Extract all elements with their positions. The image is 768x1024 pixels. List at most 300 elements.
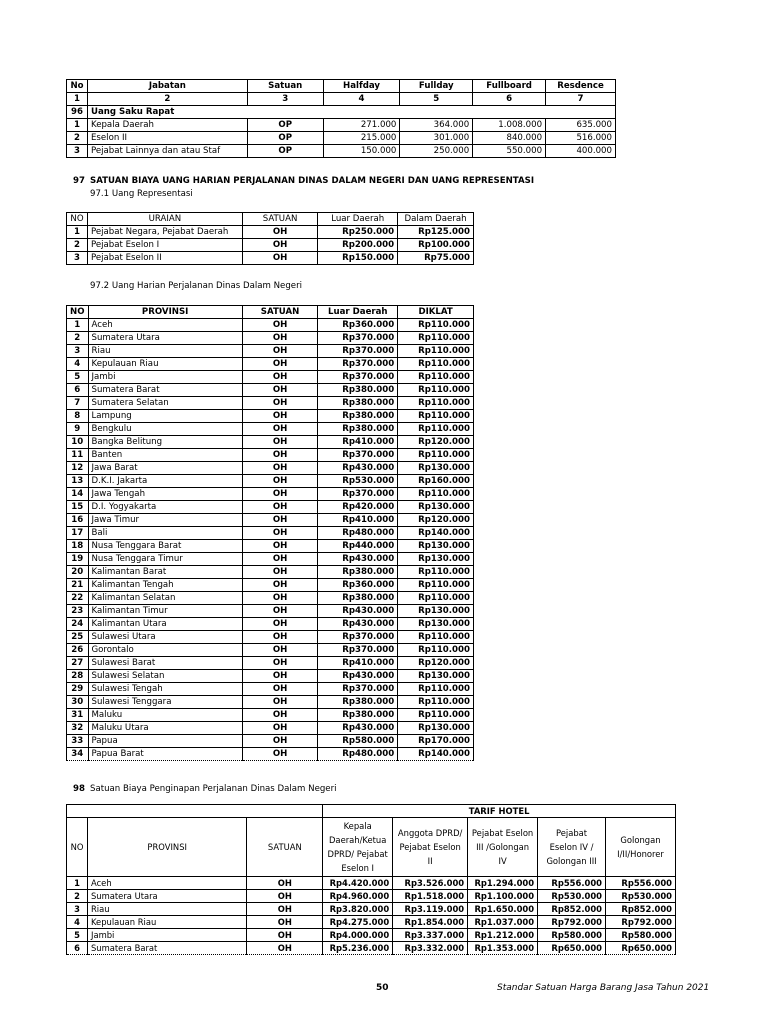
table-cell: Rp125.000 [398,226,474,239]
table-cell: Kalimantan Utara [88,618,242,631]
table-cell: 15 [67,501,89,514]
table-cell: Rp370.000 [318,631,398,644]
table-cell: 21 [67,579,89,592]
table-cell: 6 [67,384,89,397]
table-cell: 1.008.000 [473,119,546,132]
table-cell: 364.000 [400,119,473,132]
table-row [67,592,474,605]
table-row [67,644,474,657]
table-cell: OH [242,618,318,631]
table-cell: OH [242,397,318,410]
table-row [67,145,616,158]
table-row [67,319,474,332]
table-cell: OH [247,890,323,903]
table-cell: OH [242,449,318,462]
table-cell: Pejabat Eselon II [87,252,242,265]
table-cell: 9 [67,423,89,436]
table-cell: OH [242,462,318,475]
table-row [67,605,474,618]
table-cell: Aceh [87,877,246,890]
column-header: Golongan I/II/Honorer [606,818,676,877]
table-cell: Rp370.000 [318,358,398,371]
table-cell: Rp370.000 [318,488,398,501]
table-cell: Rp100.000 [398,239,474,252]
section-98-title: Satuan Biaya Penginapan Perjalanan Dinas Dalam Negeri [90,784,337,794]
column-header: SATUAN [242,213,318,226]
table-cell: 2 [67,132,88,145]
table-cell: OH [242,605,318,618]
table-cell: Rp420.000 [318,501,398,514]
table-row [67,657,474,670]
table-cell: Rp110.000 [398,410,474,423]
table-row [67,475,474,488]
column-header: Jabatan [87,80,247,93]
table-cell: OH [242,683,318,696]
table-cell: OH [242,592,318,605]
table-cell: Sulawesi Selatan [88,670,242,683]
table-row [67,358,474,371]
table-cell: Rp110.000 [398,683,474,696]
table-cell: Eselon II [87,132,247,145]
table-row [67,488,474,501]
table-cell: Rp3.820.000 [323,903,393,916]
table-cell: 2 [67,332,89,345]
table-cell: Rp580.000 [606,929,676,942]
table-cell: Rp120.000 [398,514,474,527]
column-header: Fullboard [473,80,546,93]
table-cell: Kalimantan Barat [88,566,242,579]
table-cell: Rp380.000 [318,566,398,579]
table-cell: 3 [67,252,88,265]
table-cell: Rp130.000 [398,553,474,566]
table-row [67,345,474,358]
column-header: Resdence [546,80,616,93]
table-cell: 20 [67,566,89,579]
table-cell: Rp580.000 [318,735,398,748]
table-cell: Rp3.337.000 [393,929,468,942]
table-cell: Rp110.000 [398,488,474,501]
column-header: PROVINSI [87,818,246,877]
table-cell: Rp410.000 [318,514,398,527]
table-cell: Rp170.000 [398,735,474,748]
table-cell: Maluku Utara [88,722,242,735]
table-cell: 28 [67,670,89,683]
table-cell: 5 [67,929,88,942]
table-cell: OH [242,514,318,527]
table-cell: Rp852.000 [538,903,606,916]
table-cell: Rp410.000 [318,436,398,449]
column-number: 7 [546,93,616,106]
table-row [67,540,474,553]
table-cell: 19 [67,553,89,566]
table-cell: OH [242,696,318,709]
table-cell: Rp1.353.000 [468,942,538,955]
table-cell: Kalimantan Timur [88,605,242,618]
table-cell: Sumatera Selatan [88,397,242,410]
table-cell: Rp792.000 [606,916,676,929]
table-cell: Lampung [88,410,242,423]
table-cell: Pejabat Lainnya dan atau Staf [87,145,247,158]
table-cell: Rp1.518.000 [393,890,468,903]
table-cell: Pejabat Eselon I [87,239,242,252]
table-cell: 8 [67,410,89,423]
column-header: No [67,80,88,93]
table-cell: Kalimantan Tengah [88,579,242,592]
table-cell: Rp4.275.000 [323,916,393,929]
table-cell: D.K.I. Jakarta [88,475,242,488]
table-cell: Rp110.000 [398,592,474,605]
table-cell: Kepulauan Riau [88,358,242,371]
table-cell: 4 [67,358,89,371]
table-cell: Rp370.000 [318,345,398,358]
table-cell: OH [242,345,318,358]
table-cell: Rp110.000 [398,631,474,644]
column-header: Satuan [247,80,323,93]
table-cell: Rp3.119.000 [393,903,468,916]
table-cell: Papua [88,735,242,748]
table-cell: Rp410.000 [318,657,398,670]
table-cell: 1 [67,119,88,132]
table-cell: 150.000 [323,145,400,158]
table-cell: 26 [67,644,89,657]
table-cell: OH [242,644,318,657]
column-number: 1 [67,93,88,106]
table-cell: Rp380.000 [318,709,398,722]
table-cell: OH [242,540,318,553]
table-cell: 3 [67,903,88,916]
table-cell: Rp110.000 [398,384,474,397]
table-cell: 23 [67,605,89,618]
table-cell: Rp140.000 [398,527,474,540]
table-cell: Bali [88,527,242,540]
table-cell: 12 [67,462,89,475]
section-title: Uang Saku Rapat [87,106,615,119]
column-header: URAIAN [87,213,242,226]
table-cell: 14 [67,488,89,501]
table-cell: Rp380.000 [318,384,398,397]
column-header: Fullday [400,80,473,93]
table-cell: 516.000 [546,132,616,145]
table-cell: Rp650.000 [606,942,676,955]
table-row [67,384,474,397]
column-number: 5 [400,93,473,106]
table-row [67,119,616,132]
table-cell: Rp120.000 [398,657,474,670]
table-cell: 1 [67,319,89,332]
table-row [67,553,474,566]
table-row [67,397,474,410]
table-cell: Bengkulu [88,423,242,436]
table-cell: OH [242,501,318,514]
column-number: 3 [247,93,323,106]
table-cell: Rp110.000 [398,332,474,345]
tarif-hotel-header: TARIF HOTEL [323,805,676,818]
table-cell: Rp430.000 [318,462,398,475]
table-cell: Rp650.000 [538,942,606,955]
table-row [67,670,474,683]
table-row [67,501,474,514]
table-cell: Rp3.526.000 [393,877,468,890]
table-row [67,527,474,540]
table-row [67,371,474,384]
section-97-number: 97 [73,176,85,186]
table-cell: Rp1.100.000 [468,890,538,903]
table-cell: Papua Barat [88,748,242,761]
table-row [67,683,474,696]
table-cell: Bangka Belitung [88,436,242,449]
group-header-row [67,805,676,818]
table-row [67,449,474,462]
table-cell: Rp556.000 [606,877,676,890]
table-cell: 10 [67,436,89,449]
table-row [67,462,474,475]
column-header: Kepala Daerah/Ketua DPRD/ Pejabat Eselon I [323,818,393,877]
section-row [67,106,616,119]
table-cell: Rp370.000 [318,644,398,657]
table-cell: Rp1.650.000 [468,903,538,916]
table-cell: 1 [67,226,88,239]
column-header: Dalam Daerah [398,213,474,226]
table-cell: OH [242,566,318,579]
table-row [67,410,474,423]
table-row [67,696,474,709]
table-header-row [67,80,616,93]
table-cell: Rp1.212.000 [468,929,538,942]
penginapan-table [66,804,676,955]
table-cell: 840.000 [473,132,546,145]
table-cell: Rp4.960.000 [323,890,393,903]
table-cell: Rp380.000 [318,592,398,605]
table-cell: Rp430.000 [318,722,398,735]
table-cell: OH [242,332,318,345]
column-header: Halfday [323,80,400,93]
table-cell: Rp370.000 [318,449,398,462]
table-cell: Rp1.854.000 [393,916,468,929]
table-cell: Rp110.000 [398,644,474,657]
table-cell: 3 [67,345,89,358]
table-cell: Rp130.000 [398,605,474,618]
table-cell: 29 [67,683,89,696]
table-cell: Rp75.000 [398,252,474,265]
table-cell: Rp380.000 [318,696,398,709]
table-cell: Jawa Timur [88,514,242,527]
table-row [67,890,676,903]
table-row [67,252,474,265]
table-cell: OH [242,475,318,488]
table-cell: 271.000 [323,119,400,132]
table-cell: Kepala Daerah [87,119,247,132]
table-cell: 400.000 [546,145,616,158]
table-row [67,226,474,239]
table-cell: Rp120.000 [398,436,474,449]
table-cell: Rp110.000 [398,696,474,709]
table-cell: Rp110.000 [398,345,474,358]
table-cell: 32 [67,722,89,735]
table-cell: Rp110.000 [398,423,474,436]
table-cell: Sumatera Barat [88,384,242,397]
table-cell: Rp430.000 [318,605,398,618]
column-number: 6 [473,93,546,106]
table-cell: OP [247,132,323,145]
table-row [67,916,676,929]
table-cell: Rp130.000 [398,722,474,735]
column-number: 4 [323,93,400,106]
table-cell: OH [242,722,318,735]
section-97-title: SATUAN BIAYA UANG HARIAN PERJALANAN DINAS DALAM NEGERI DAN UANG REPRESENTASI [90,176,535,186]
table-row [67,942,676,955]
column-header: NO [67,818,88,877]
table-cell: Riau [87,903,246,916]
table-cell: 635.000 [546,119,616,132]
table-cell: 33 [67,735,89,748]
table-cell: OH [242,657,318,670]
table-cell: 11 [67,449,89,462]
table-cell: Rp110.000 [398,371,474,384]
table-cell: 25 [67,631,89,644]
table-body [67,226,474,265]
table-cell: OH [242,226,318,239]
table-cell: 16 [67,514,89,527]
table-cell: Rp250.000 [318,226,398,239]
table-row [67,436,474,449]
column-header: Pejabat Eselon III /Golongan IV [468,818,538,877]
table-cell: Rp480.000 [318,748,398,761]
table-row [67,631,474,644]
table-cell: OH [242,709,318,722]
table-cell: Sumatera Barat [87,942,246,955]
table-cell: Rp130.000 [398,462,474,475]
table-header-row [67,213,474,226]
table-cell: OH [242,488,318,501]
table-cell: Rp130.000 [398,501,474,514]
table-header-row [67,818,676,877]
table-cell: OH [242,527,318,540]
table-row [67,903,676,916]
table-cell: 215.000 [323,132,400,145]
table-cell: Rp110.000 [398,579,474,592]
table-cell: OH [242,553,318,566]
table-cell: Banten [88,449,242,462]
table-cell: Rp370.000 [318,332,398,345]
table-row [67,722,474,735]
table-cell: 3 [67,145,88,158]
table-cell: 301.000 [400,132,473,145]
table-cell: Rp580.000 [538,929,606,942]
table-cell: Rp4.000.000 [323,929,393,942]
table-cell: Rp440.000 [318,540,398,553]
table-cell: Rp792.000 [538,916,606,929]
table-cell: OH [247,903,323,916]
table-row [67,618,474,631]
table-cell: Rp530.000 [318,475,398,488]
table-cell: OH [242,252,318,265]
table-cell: OH [247,877,323,890]
table-row [67,423,474,436]
table-cell: Sulawesi Utara [88,631,242,644]
table-cell: Rp430.000 [318,618,398,631]
table-cell: OH [242,384,318,397]
table-cell: OH [242,319,318,332]
table-cell: OH [242,423,318,436]
table-cell: Rp380.000 [318,410,398,423]
table-row [67,514,474,527]
table-cell: Jambi [87,929,246,942]
table-body [67,319,474,761]
table-cell: Kalimantan Selatan [88,592,242,605]
table-cell: OH [242,436,318,449]
column-header: PROVINSI [88,306,242,319]
table-cell: Rp4.420.000 [323,877,393,890]
table-header-row [67,306,474,319]
table-cell: Sumatera Utara [87,890,246,903]
table-cell: Rp530.000 [538,890,606,903]
table-cell: Rp130.000 [398,618,474,631]
table-cell: Gorontalo [88,644,242,657]
subsection-97-2-title: 97.2 Uang Harian Perjalanan Dinas Dalam Negeri [90,281,302,291]
page-number: 50 [376,983,389,993]
table-row [67,332,474,345]
table-cell: Rp140.000 [398,748,474,761]
column-number-row [67,93,616,106]
table-row [67,748,474,761]
table-row [67,132,616,145]
table-cell: 17 [67,527,89,540]
column-header: NO [67,213,88,226]
table-cell: OH [242,748,318,761]
table-cell: Rp5.236.000 [323,942,393,955]
table-cell: 34 [67,748,89,761]
table-cell: Rp110.000 [398,319,474,332]
table-cell: Rp130.000 [398,670,474,683]
column-header: Pejabat Eselon IV / Golongan III [538,818,606,877]
table-cell: Sulawesi Barat [88,657,242,670]
table-cell: Sulawesi Tengah [88,683,242,696]
table-cell: Jawa Tengah [88,488,242,501]
table-cell: Aceh [88,319,242,332]
table-cell: Rp430.000 [318,670,398,683]
table-cell: Rp380.000 [318,423,398,436]
table-cell: 250.000 [400,145,473,158]
table-cell: OH [247,942,323,955]
table-cell: Rp370.000 [318,371,398,384]
table-cell: 31 [67,709,89,722]
column-header: Anggota DPRD/ Pejabat Eselon II [393,818,468,877]
table-cell: Rp110.000 [398,358,474,371]
subsection-97-1-title: 97.1 Uang Representasi [90,189,193,199]
table-cell: Sulawesi Tenggara [88,696,242,709]
table-cell: Rp130.000 [398,540,474,553]
table-cell: Riau [88,345,242,358]
table-cell: OH [247,916,323,929]
table-cell: OH [242,735,318,748]
table-cell: OH [242,579,318,592]
table-cell: OP [247,119,323,132]
table-cell: Pejabat Negara, Pejabat Daerah [87,226,242,239]
table-cell: Sumatera Utara [88,332,242,345]
table-cell: Rp360.000 [318,579,398,592]
table-body [67,119,616,158]
table-row [67,735,474,748]
table-cell: Rp380.000 [318,397,398,410]
table-cell: OH [242,670,318,683]
table-cell: 13 [67,475,89,488]
table-cell: 2 [67,890,88,903]
column-number: 2 [87,93,247,106]
table-cell: Jawa Barat [88,462,242,475]
table-cell: Nusa Tenggara Barat [88,540,242,553]
table-cell: Rp852.000 [606,903,676,916]
table-cell: OH [242,371,318,384]
